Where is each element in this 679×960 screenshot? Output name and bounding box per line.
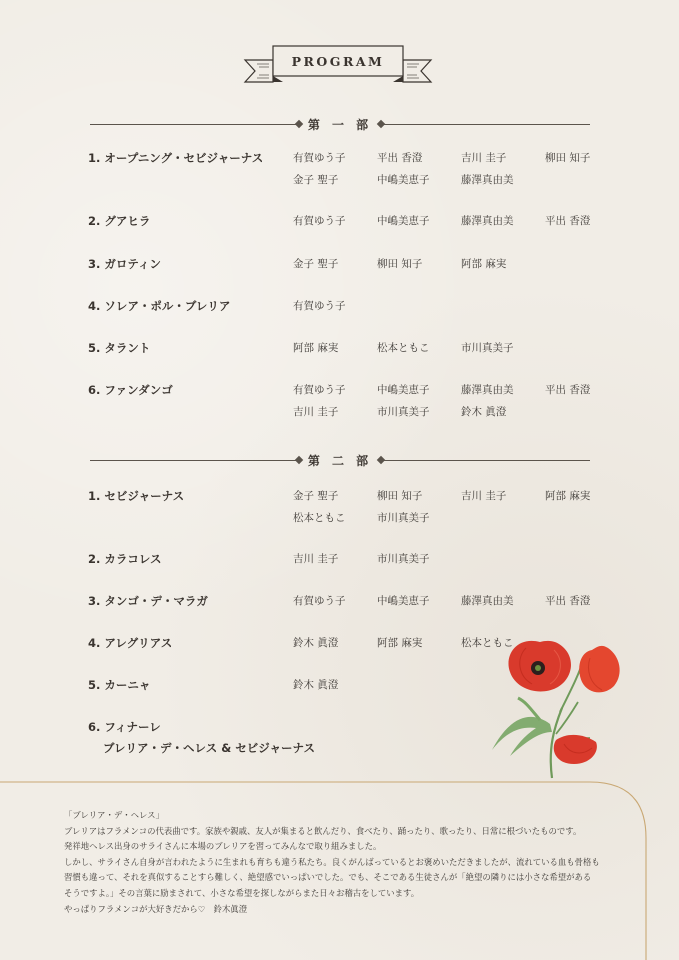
performer-name: 柳田 知子 [377,258,423,270]
poppy-bud [554,735,597,764]
program-item-title: 2. グアヒラ [88,214,151,228]
performer-name: 藤澤真由美 [461,595,514,607]
note-line: そうですよ。」その言葉に励まされて、小さな希望を探しながらまた日々お稽古をしています。 [64,887,420,898]
performer-name: 平出 香澄 [377,152,423,164]
performer-name: 有賀ゆう子 [293,152,346,164]
performer-name: 金子 聖子 [293,490,339,502]
poppy-large [508,641,571,692]
program-item-title: 3. タンゴ・デ・マラガ [88,594,208,608]
note-line: 「ブレリア・デ・ヘレス」 [64,810,164,820]
program-item-title: 4. ソレア・ポル・ブレリア [88,299,231,313]
performer-name: 有賀ゆう子 [293,215,346,227]
note-block [64,808,624,917]
performer-name: 市川真美子 [377,553,430,565]
performer-name: 吉川 圭子 [461,152,507,164]
performer-name: 有賀ゆう子 [293,300,346,312]
performer-name: 平出 香澄 [545,595,591,607]
performer-name: 中嶋美恵子 [377,215,430,227]
performer-name: 吉川 圭子 [293,553,339,565]
performer-name: 中嶋美恵子 [377,595,430,607]
performer-name: 吉川 圭子 [293,406,339,418]
poppy-illustration [480,628,630,783]
performer-name: 阿部 麻実 [461,258,507,270]
performer-name: 市川真美子 [377,512,430,524]
program-item-title: 4. アレグリアス [88,636,173,650]
program-item-title: 6. ファンダンゴ [88,383,173,397]
divider-line [383,460,590,461]
performer-name: 阿部 麻実 [545,490,591,502]
performer-name: 市川真美子 [461,342,514,354]
part2-title: 第 二 部 [307,454,373,468]
note-line: 発祥地ヘレス出身のサライさんに本場のブレリアを習ってみんなで取り組みました。 [64,841,382,852]
performer-name: 有賀ゆう子 [293,384,346,396]
program-item-title: 3. ガロティン [88,257,161,271]
performer-name: 金子 聖子 [293,174,339,186]
performer-name: 松本ともこ [377,342,430,354]
performer-name: 鈴木 眞澄 [293,679,339,691]
program-item-title: 1. セビジャーナス [88,489,185,503]
performer-name: 藤澤真由美 [461,384,514,396]
program-item-subtitle: ブレリア・デ・ヘレス & セビジャーナス [103,741,316,755]
part1-heading [90,116,590,132]
program-banner [243,40,433,92]
note-line: ブレリアはフラメンコの代表曲です。家族や親戚、友人が集まると飲んだり、食べたり、踊ったり、歌ったり、日常に根づいたものです。 [64,825,582,836]
note-line: 習慣も違って、それを真似することすら難しく、絶望感でいっぱいでした。でも、そこである生徒さんが「絶望の隣りには小さな希望がある [64,872,592,883]
program-item-title: 6. フィナーレ [88,720,161,734]
performer-name: 鈴木 眞澄 [461,406,507,418]
performer-name: 藤澤真由美 [461,174,514,186]
performer-name: 金子 聖子 [293,258,339,270]
banner-title: PROGRAM [291,54,385,69]
performer-name: 松本ともこ [461,637,514,649]
performer-name: 中嶋美恵子 [377,384,430,396]
performer-name: 有賀ゆう子 [293,595,346,607]
performer-name: 平出 香澄 [545,384,591,396]
program-item-title: 1. オープニング・セビジャーナス [88,151,264,165]
performer-name: 平出 香澄 [545,215,591,227]
program-item-title: 2. カラコレス [88,552,162,566]
divider-line [383,124,590,125]
note-line: やっぱりフラメンコが大好きだから♡ 鈴木眞澄 [64,903,248,914]
performer-name: 藤澤真由美 [461,215,514,227]
performer-name: 市川真美子 [377,406,430,418]
performer-name: 柳田 知子 [545,152,591,164]
part2-heading [90,452,590,468]
performer-name: 吉川 圭子 [461,490,507,502]
part1-title: 第 一 部 [307,118,373,132]
performer-name: 中嶋美恵子 [377,174,430,186]
note-line: しかし、サライさん自身が言われたように生まれも育ちも違う私たち。良くがんばっているとお褒めいただきましたが、流れている血も骨格も [64,856,600,867]
program-item-title: 5. タラント [88,341,151,355]
program-item-title: 5. カーニャ [88,678,151,692]
performer-name: 鈴木 眞澄 [293,637,339,649]
performer-name: 柳田 知子 [377,490,423,502]
performer-name: 阿部 麻実 [377,637,423,649]
poppy-right [579,646,619,693]
performer-name: 阿部 麻実 [293,342,339,354]
performer-name: 松本ともこ [293,512,346,524]
